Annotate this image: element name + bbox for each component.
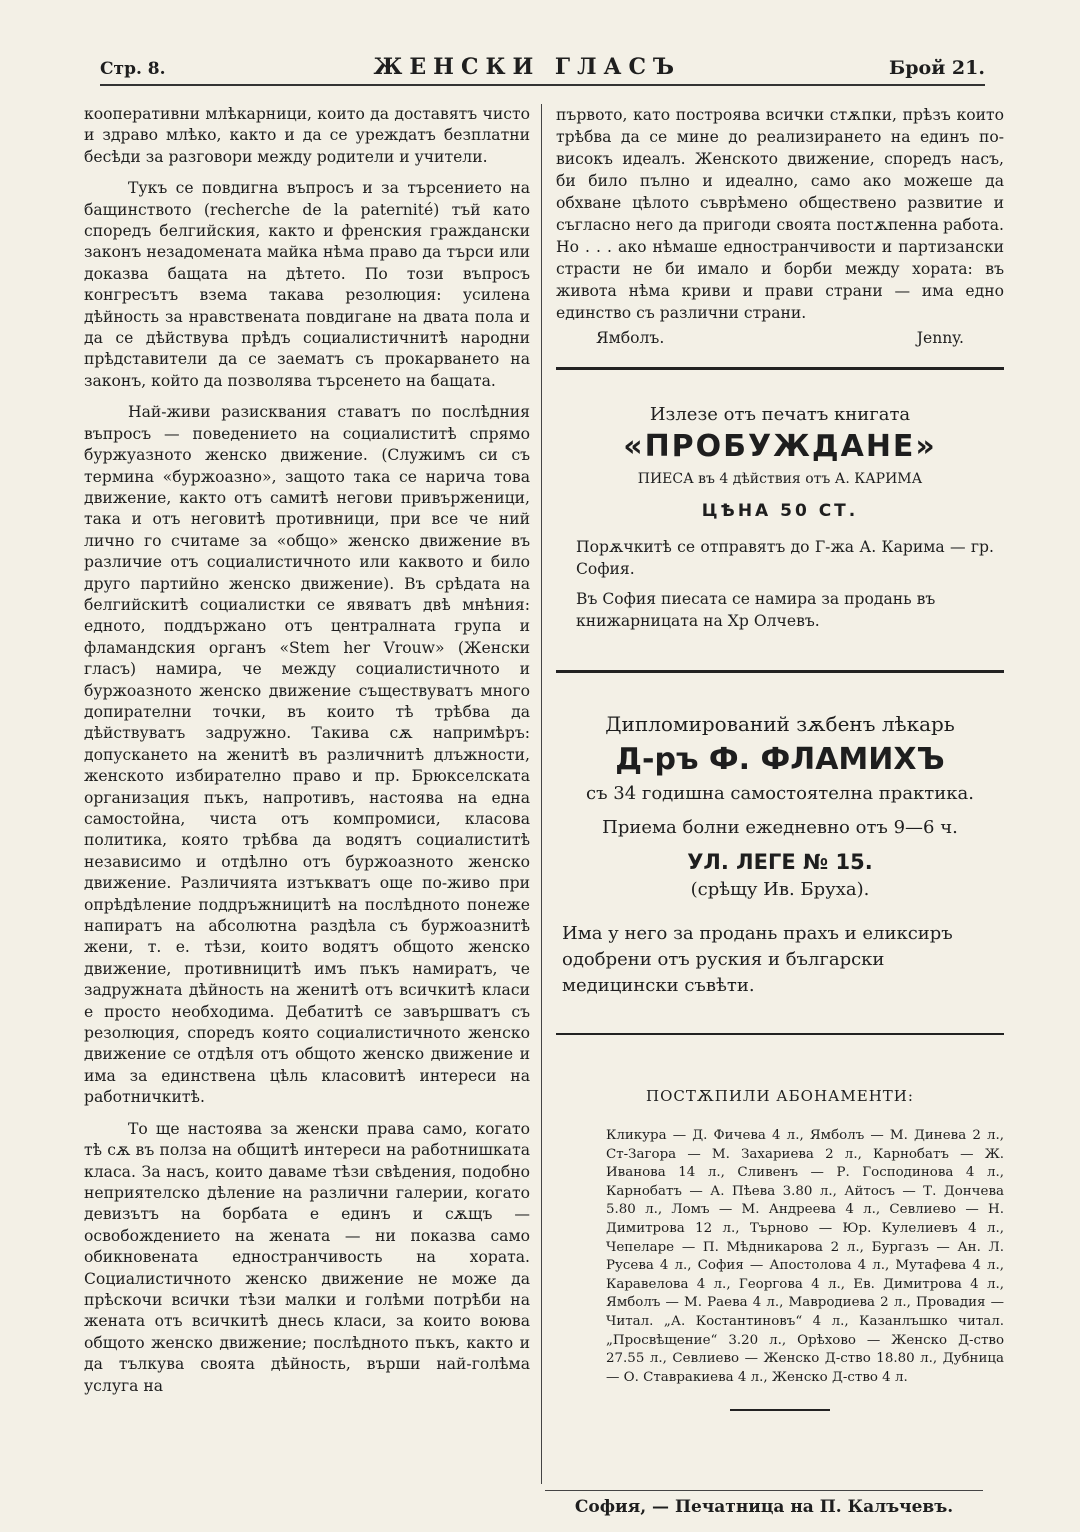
subscriptions-list: Кликура — Д. Фичева 4 л., Ямболъ — М. Динева 2 л., Ст-Загора — М. Захариева 2 л., Карнобатъ — Ж. Иванова 14 л., Сливенъ — Р. Господинова 4 л., Карнобатъ — А. Пѣева 3.80 л., Айтосъ — Т. Дончева 5.80 л., Ломъ — М. Андреева 4 л., Севлиево — Н. Димитрова 12 л., Търново — Юр. Кулелиевъ 4 л., Чепеларе — П. Мѣдникарова 2 л., Бургазъ — Ан. Л. Русева 4 л., София — Апостолова 4 л., Мутафева 4 л., Каравелова 4 л., Георгова 4 л., Ев. Димитрова 4 л., Ямболъ — М. Раева 4 л., Мавродиева 2 л., Провадия — Читал. „А. Костантиновъ“ 4 л., Казанлъшко читал. „Просвѣщение“ 3.20 л., Орѣхово — Женско Д-ство 27.55 л., Севлиево — Женско Д-ство 18.80 л., Дубница — О. Ставракиева 4 л., Женско Д-ство 4 л.	[606, 1128, 1004, 1385]
book-price: ЦѢНА 50 СТ.	[701, 501, 859, 521]
dentist-landmark: (срѣщу Ив. Бруха).	[690, 879, 870, 900]
signature-line	[556, 324, 1004, 349]
paragraph-1: кооперативни млѣкарници, които да доставятъ чисто и здраво млѣко, както и да се уреждатъ безплатни бесѣди за разговори между родители и учители.	[84, 105, 530, 166]
column-divider	[541, 104, 542, 1484]
page-number: Стр. 8.	[100, 59, 166, 79]
left-column	[84, 104, 530, 1407]
section-rule	[556, 367, 1004, 370]
dentist-practice: съ 34 годишна самостоятелна практика.	[586, 783, 974, 804]
dentist-name: Д-ръ Ф. ФЛАМИХЪ	[615, 742, 945, 777]
subscriptions-title: ПОСТѪПИЛИ АБОНАМЕНТИ:	[646, 1087, 914, 1105]
book-title: «ПРОБУЖДАНЕ»	[623, 429, 937, 464]
paragraph-3: Най-живи разисквания ставатъ по послѣдния въпросъ — поведението на социалиститѣ спрямо буржуазното женско движение. (Служимъ си съ термина «буржоазно», защото така се нарича това движение, както отъ самитѣ негови привърженици, така и отъ неговитѣ противници, при все че ний лично го считаме за «общо» женско движение въ различие отъ социалистичното или каквото и било друго партийно женско движение). Въ срѣдата на белгийскитѣ социалистки се явяватъ двѣ мнѣния: едното, поддържано отъ централната група и фламандския органъ «Stem her Vrouw» (Женски гласъ) намира, че между социалистичното и буржоазното женско движение съществуватъ много допирателни точки, въ които тѣ трѣбва да дѣйствуватъ задружно. Такива сѫ напримѣръ: допускането на женитѣ въ различнитѣ длъжности, женското избирателно право и пр. Брюкселската организация пъкъ, напротивъ, настоява на една самостойна, чиста отъ компромиси, класова политика, която трѣбва да водятъ социалиститѣ независимо и отдѣлно отъ буржоазното женско движение. Различията изтъкватъ още по-живо при опрѣдѣление поддръжницитѣ на послѣдното понеже напиратъ на абсолютна раздѣла съ буржоазнитѣ жени, т. е. тѣзи, които водятъ общото женско движение, противницитѣ имъ пъкъ намиратъ, че задружната дѣйность на женитѣ отъ всичкитѣ класи е просто необходима. Дебатитѣ се завършватъ съ резолюция, споредъ която социалистичното женско движение се отдѣля отъ общото женско движение и има за единствена цѣль класовитѣ интереси на работничкитѣ.	[84, 403, 530, 1107]
newspaper-title: ЖЕНСКИ ГЛАСЪ	[373, 54, 682, 80]
book-advertisement	[556, 404, 1004, 632]
dentist-subtitle: Дипломирований зѫбенъ лѣкарь	[605, 712, 955, 736]
dentist-advertisement	[556, 713, 1004, 999]
short-rule	[730, 1409, 830, 1411]
sale-text: Въ София пиесата се намира за продань въ книжарницата на Хр Олчевъ.	[576, 590, 936, 630]
play-info: ПИЕСА въ 4 дѣйствия отъ А. КАРИМА	[637, 471, 923, 487]
dentist-products: Има у него за продань прахъ и еликсиръ одобрени отъ руския и български медицински съвѣти.	[562, 923, 953, 996]
paragraph-4: То ще настоява за женски права само, когато тѣ сѫ въ полза на общитѣ интереси на работнишката класа. За насъ, които даваме тѣзи свѣдения, подобно неприятелско дѣление на различни галерии, когато девизътъ на борбата е единъ и сѫщъ — освобождението на жената — ни показва само обикновената едностранчивость на хората. Социалистичното женско движение не може да прѣскочи всички тѣзи малки и голѣми потрѣби на жената отъ всичкитѣ днесь класи, за които воюва общото женско движение; послѣдното пъкъ, както и да тълкува своята дѣйность, върши най-голѣма услуга на	[84, 1119, 530, 1395]
right-column	[556, 104, 1004, 1411]
orders-text: Порѫчкитѣ се отправятъ до Г-жа А. Карима — гр. София.	[576, 538, 994, 578]
section-rule-2	[556, 670, 1004, 673]
article-continuation: първото, като построява всички стѫпки, прѣзъ които трѣбва да се мине до реализирането на единъ по-високъ идеалъ. Женското движение, споредъ насъ, би било пълно и идеално, само ако можеше да обхване цѣлото съврѣмено обществено развитие и съгласно него да пригоди своята постѫпенна работа. Но . . . ако нѣмаше едностранчивости и партизански страсти не би имало и борби между хората: въ живота нѣма криви и прави страни — има едно единство съ различни страни.	[556, 106, 1004, 322]
printer-footer: София, — Печатница на П. Калъчевъ.	[545, 1490, 983, 1520]
place: Ямболъ.	[596, 329, 665, 347]
dentist-street: УЛ. ЛЕГЕ № 15.	[687, 850, 873, 874]
ad-intro: Излезе отъ печатъ книгата	[649, 404, 911, 425]
author: Jenny.	[916, 329, 964, 347]
page-header	[100, 54, 985, 86]
dentist-hours: Приема болни ежедневно отъ 9—6 ч.	[602, 817, 958, 838]
section-rule-3	[556, 1033, 1004, 1035]
issue-number: Брой 21.	[889, 57, 985, 79]
paragraph-2: Тукъ се повдигна въпросъ и за търсението на бащинството (recherche de la paternité) тъй като споредъ белгийския, както и френския граждански законъ незадомената майка нѣма право да търси или доказва бащата на дѣтето. По този въпросъ конгресътъ взема такава резолюция: усилена дѣйность за нравствената повдигане на двата пола и да се дѣйствува прѣдъ социалистичнитѣ народни прѣдставители да се заематъ съ прокарването на законъ, който да позволява търсенето на бащата.	[84, 179, 530, 390]
